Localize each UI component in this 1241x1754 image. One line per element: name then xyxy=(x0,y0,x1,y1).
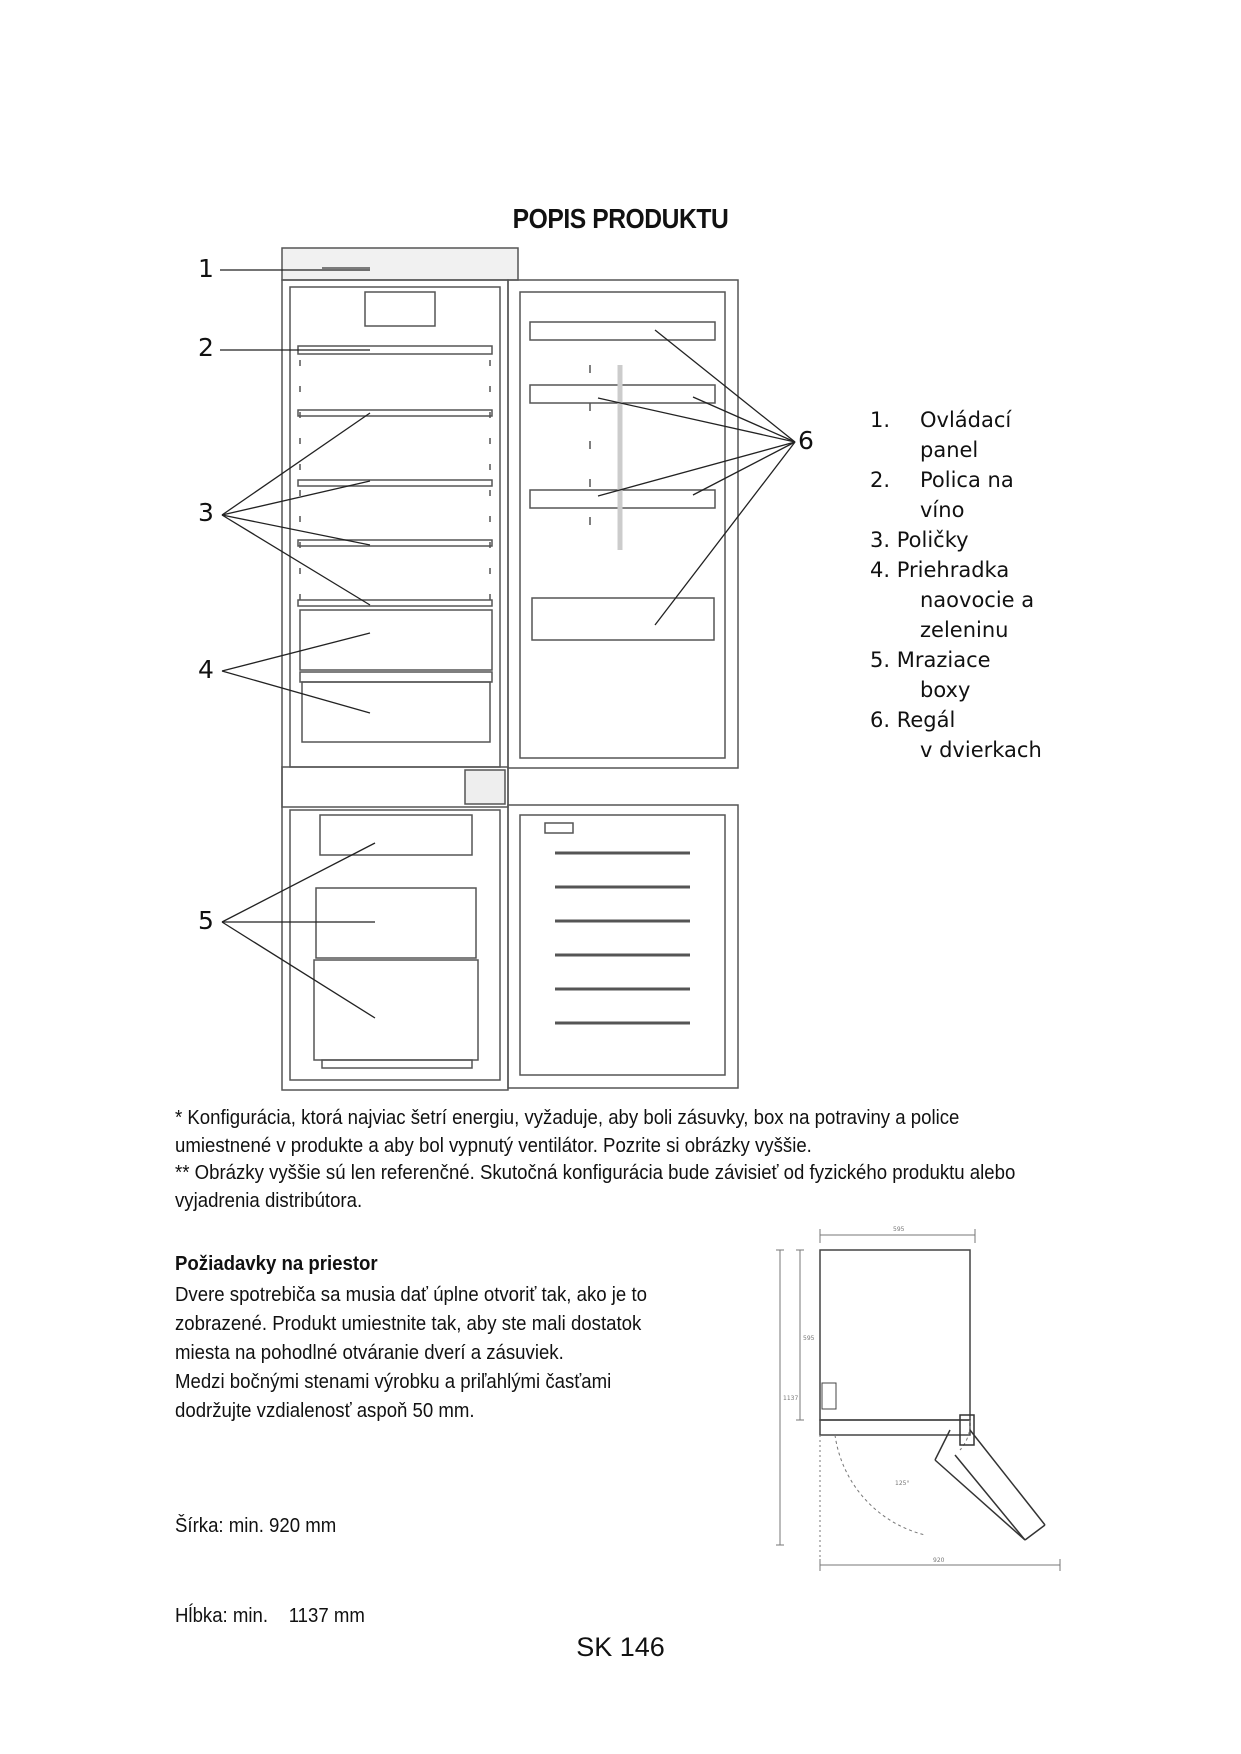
space-requirements-heading: Požiadavky na priestor xyxy=(175,1253,378,1275)
page-title: POPIS PRODUKTU xyxy=(512,203,729,234)
callout-5: 5 xyxy=(198,906,214,935)
energy-note-line: umiestnené v produkte a aby bol vypnutý ventilátor. Pozrite si obrázky vyššie. xyxy=(175,1135,812,1157)
min-width: Šírka: min. 920 mm xyxy=(175,1515,337,1537)
parts-legend xyxy=(870,405,1070,765)
space-requirements-text: Dvere spotrebiča sa musia dať úplne otvoriť tak, ako je to zobrazené. Produkt umiestnite tak, aby ste mali dostatok miesta na pohodlné otváranie dverí a zásuviek. Medzi bočnými stenami výrobku a priľahlými časťami dodržujte vzdialenosť aspoň 50 mm. xyxy=(175,1284,647,1422)
legend-item: 4. Priehradka naovocie a zeleninu xyxy=(870,558,1035,642)
dim-top-label: 595 xyxy=(893,1226,905,1233)
callout-6: 6 xyxy=(798,426,814,455)
callout-2: 2 xyxy=(198,333,214,362)
energy-note-line: * Konfigurácia, ktorá najviac šetrí energiu, vyžaduje, aby boli zásuvky, box na potraviny a police xyxy=(175,1107,960,1129)
dim-side-total-label: 1137 xyxy=(783,1395,799,1402)
legend-item: 2. Polica na víno xyxy=(870,468,1014,522)
page-number: SK 146 xyxy=(576,1632,665,1662)
callout-1: 1 xyxy=(198,254,214,283)
callout-4: 4 xyxy=(198,655,214,684)
legend-item: 6. Regál v dvierkach xyxy=(870,708,1042,762)
legend-item: 5. Mraziace boxy xyxy=(870,648,991,702)
door-angle-label: 125° xyxy=(895,1480,910,1487)
legend-item: 1. Ovládací panel xyxy=(870,408,1012,462)
minimum-dimensions xyxy=(175,1451,365,1661)
dim-bottom-label: 920 xyxy=(933,1557,945,1564)
reference-note-line: ** Obrázky vyššie sú len referenčné. Skutočná konfigurácia bude závisieť od fyzického produktu alebo xyxy=(175,1162,1016,1184)
dim-side-upper-label: 595 xyxy=(803,1335,815,1342)
min-depth: Hĺbka: min. 1137 mm xyxy=(175,1605,365,1627)
reference-note-line: vyjadrenia distribútora. xyxy=(175,1190,363,1212)
space-diagram xyxy=(775,1215,1085,1585)
callout-3: 3 xyxy=(198,498,214,527)
legend-item: 3. Poličky xyxy=(870,528,969,552)
